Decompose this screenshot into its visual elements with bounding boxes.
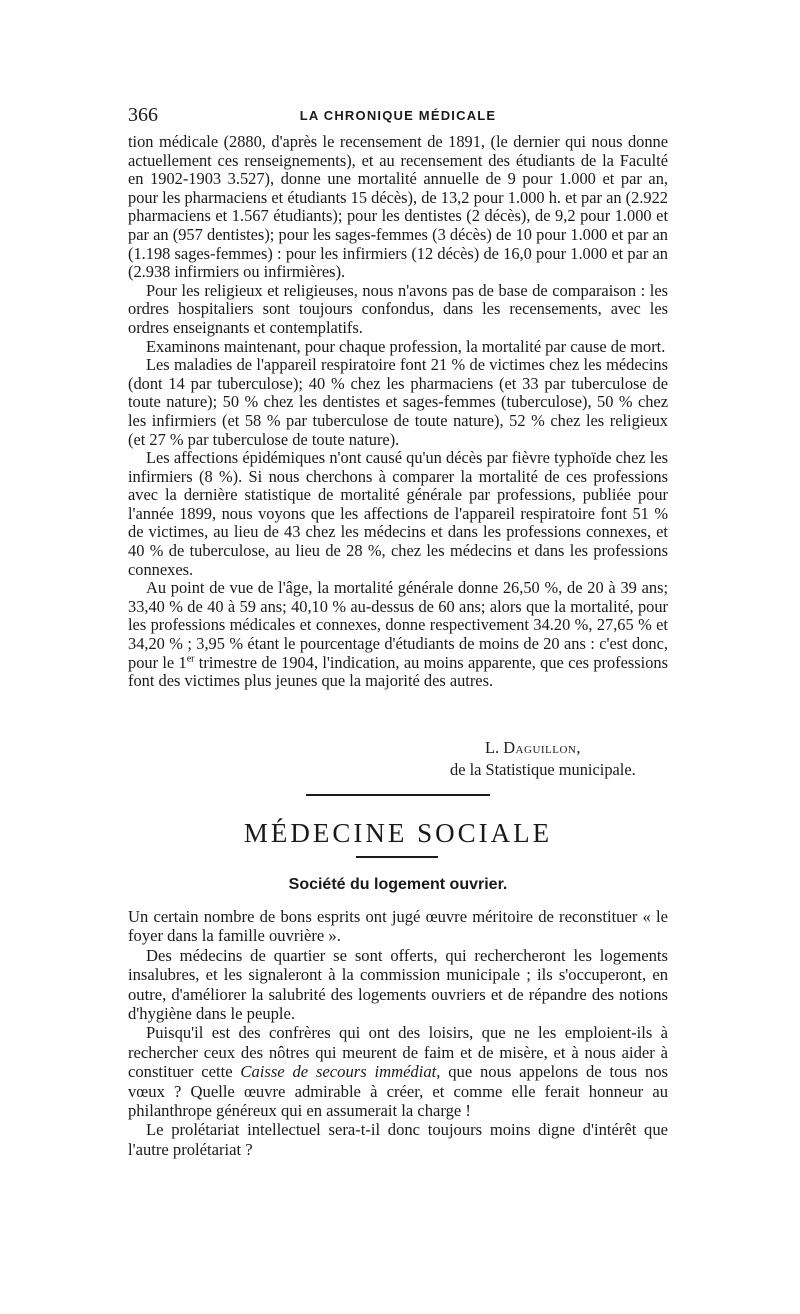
article-paragraph: Les affections épidémiques n'ont causé qu'un décès par fièvre typhoïde chez les infirmiers (8 %). Si nous cherchons à comparer la mortalité de ces professions avec la dernière statistique de mortalité générale par professions, publiée pour l'année 1899, nous voyons que les affections de l'appareil respiratoire font 51 % de victimes, au lieu de 43 chez les médecins et dans les professions connexes, et 40 % de tuberculose, au lieu de 28 %, chez les médecins et dans les professions connexes.	[128, 448, 668, 579]
paragraph-text: trimestre de 1904, l'indication, au moins apparente, que ces professions font des victimes plus jeunes que la majorité des autres.	[128, 652, 668, 691]
article-paragraph: Pour les religieux et religieuses, nous n'avons pas de base de comparaison : les ordres hospitaliers sont toujours confondus, dans les recensements, avec les ordres enseignants et contemplatifs.	[128, 280, 668, 337]
running-title: LA CHRONIQUE MÉDICALE	[299, 108, 497, 123]
signature-name	[485, 738, 581, 758]
italic-phrase: Caisse de secours immédiat,	[240, 1062, 441, 1082]
article-paragraph	[128, 579, 668, 691]
article-paragraph: Les maladies de l'appareil respiratoire font 21 % de victimes chez les médecins (dont 14 par tuberculose); 40 % chez les pharmaciens (et 33 par tuberculose de toute nature); 50 % chez les dentistes et sages-femmes (tuberculose), 50 % chez les infirmiers (et 58 % par tuberculose de toute nature), 52 % chez les religieux (et 27 % par tuberculose de toute nature).	[128, 355, 668, 449]
article-paragraph: Examinons maintenant, pour chaque profession, la mortalité par cause de mort.	[146, 336, 666, 356]
social-paragraph: Des médecins de quartier se sont offerts, qui rechercheront les logements insalubres, et les signaleront à la commission municipale ; ils s'occuperont, en outre, d'améliorer la salubrité des logements ouvriers et de répandre des notions d'hygiène dans le peuple.	[128, 945, 668, 1024]
signature-surname: Daguillon,	[503, 738, 581, 757]
article-paragraph: tion médicale (2880, d'après le recensement de 1891, (le dernier qui nous donne actuellement ces renseignements), et au recensement des étudiants de la Faculté en 1902-1903 3.527), donne une mortalité annuelle de 9 pour 1.000 et par an, pour les pharmaciens et étudiants 15 décès), de 13,2 pour 1.000 h. et par an (2.922 pharmaciens et 1.567 étudiants); pour les dentistes (2 décès), de 9,2 pour 1.000 et par an (957 dentistes); pour les sages-femmes (3 décès) de 10 pour 1.000 et par an (1.198 sages-femmes) : pour les infirmiers (12 décès) de 16,0 pour 1.000 et par an (2.938 infirmiers ou infirmières).	[128, 132, 668, 282]
paragraph-text: Puisqu'il est des confrères qui ont des loisirs, que ne les emploient-ils à rechercher ceux des nôtres qui meurent de faim et de misère, et à nous aider à constituer cette	[128, 1023, 668, 1082]
paragraph-text: que nous appelons de tous nos vœux ? Quelle œuvre admirable à créer, et comme elle ferait honneur au philanthrope généreux qui en assumerait la charge !	[128, 1062, 669, 1121]
section-title: MÉDECINE SOCIALE	[243, 818, 553, 848]
signature-affiliation: de la Statistique municipale.	[450, 760, 636, 779]
section-rule-top	[306, 794, 490, 796]
social-paragraph: Le prolétariat intellectuel sera-t-il donc toujours moins digne d'intérêt que l'autre prolétariat ?	[128, 1120, 668, 1159]
section-subtitle: Société du logement ouvrier.	[288, 876, 508, 893]
signature-initial: L.	[485, 738, 504, 757]
section-rule-bottom	[356, 856, 438, 858]
paragraph-text: Au point de vue de l'âge, la mortalité générale donne 26,50 %, de 20 à 39 ans; 33,40 % de 40 à 59 ans; 40,10 % au-dessus de 60 ans; alors que la mortalité, pour les professions médicales et connexes, donne respectivement 34.20 %, 27,65 % et 34,20 % ; 3,95 % étant le pourcentage d'étudiants de moins de 20 ans : c'est donc, pour le 1	[128, 578, 668, 672]
social-paragraph	[128, 1023, 668, 1120]
statistics-article	[128, 133, 668, 691]
page-number: 366	[128, 104, 158, 126]
ordinal-superscript: er	[186, 653, 195, 665]
page-header	[128, 104, 668, 128]
social-article	[128, 907, 668, 1159]
social-paragraph: Un certain nombre de bons esprits ont jugé œuvre méritoire de reconstituer « le foyer dans la famille ouvrière ».	[128, 907, 668, 946]
